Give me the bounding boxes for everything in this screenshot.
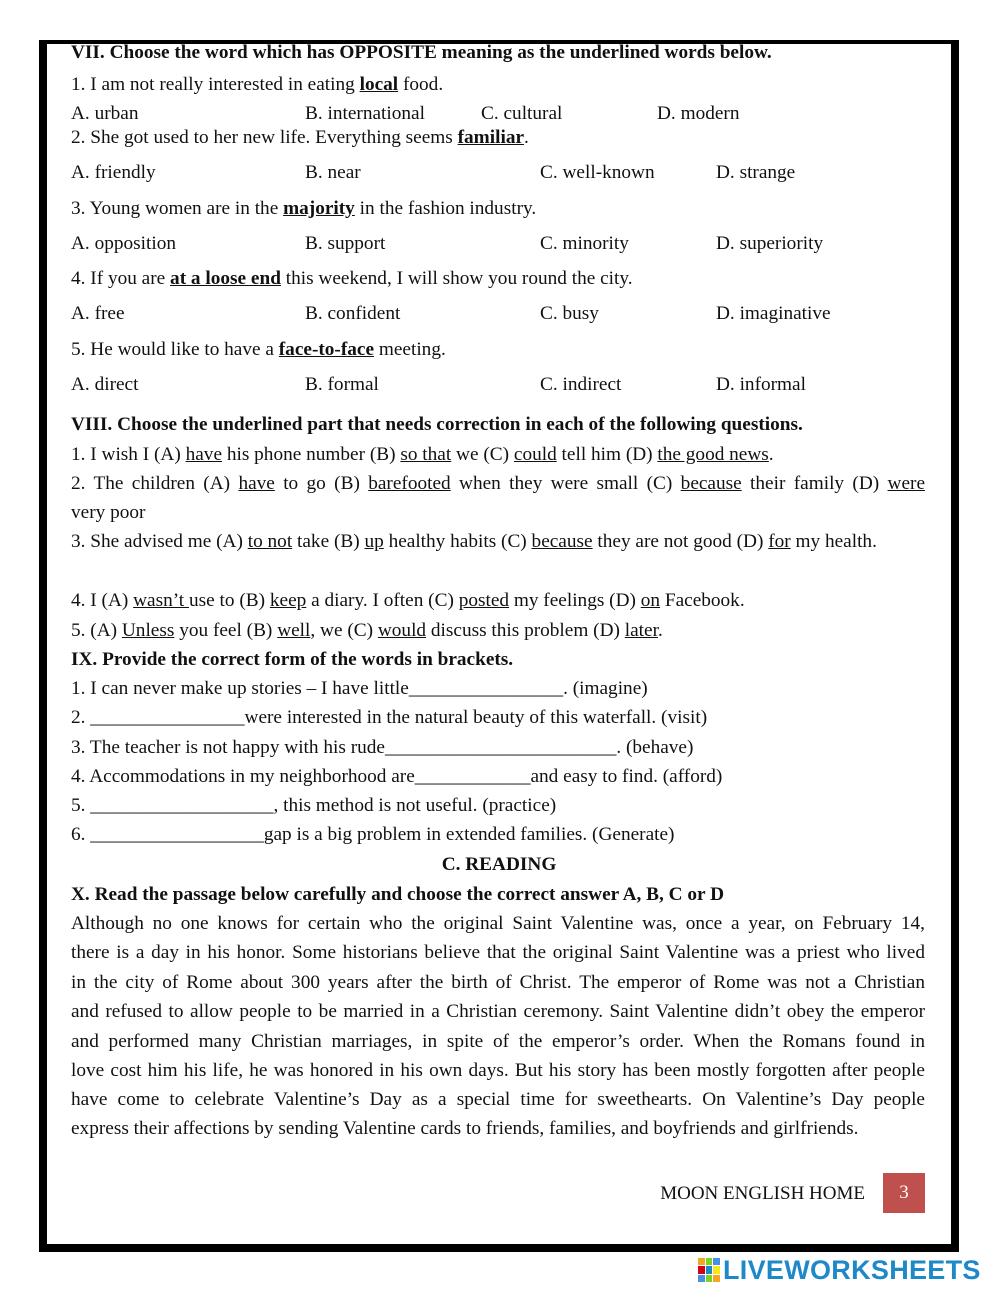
page-number-badge: 3 (883, 1173, 925, 1213)
passage-line-1: Although no one knows for certain who the original Saint Valentine was, once a year, on February 14, (71, 913, 925, 934)
s8-question-5: 5. (A) Unless you feel (B) well, we (C) would discuss this problem (D) later. (71, 620, 663, 641)
s7-question-2: 2. She got used to her new life. Everything seems familiar. (71, 127, 529, 148)
s7-question-4: 4. If you are at a loose end this weekend, I will show you round the city. (71, 268, 633, 289)
passage-line-8: express their affections by sending Valentine cards to friends, families, and boyfriends and girlfriends. (71, 1118, 859, 1139)
s7-q1-option-d: D. modern (657, 103, 740, 124)
s7-q2-option-b: B. near (305, 162, 361, 183)
s7-q3-option-d: D. superiority (716, 233, 824, 254)
passage-line-7: have come to celebrate Valentine’s Day as a special time for sweethearts. On Valentine’s Day people (71, 1089, 925, 1110)
passage-line-2: there is a day in his honor. Some historians believe that the original Saint Valentine was a priest who lived (71, 942, 925, 963)
s7-q2-option-d: D. strange (716, 162, 796, 183)
s9-item-4: 4. Accommodations in my neighborhood are____________and easy to find. (afford) (71, 766, 723, 787)
s8-question-1: 1. I wish I (A) have his phone number (B) so that we (C) could tell him (D) the good news. (71, 444, 774, 465)
liveworksheets-logo (698, 1256, 981, 1284)
s7-q5-option-d: D. informal (716, 374, 806, 395)
s7-q1-option-b: B. international (305, 103, 425, 124)
s7-q2-option-a: A. friendly (71, 162, 156, 183)
s7-q1-option-c: C. cultural (481, 103, 563, 124)
passage-line-3: in the city of Rome about 300 years after the birth of Christ. The emperor of Rome was not a Christian (71, 972, 925, 993)
s7-q4-option-d: D. imaginative (716, 303, 831, 324)
s8-question-2: 2. The children (A) have to go (B) barefooted when they were small (C) because their family (D) were (71, 473, 926, 494)
s7-q4-option-b: B. confident (305, 303, 401, 324)
section-8-heading: VIII. Choose the underlined part that needs correction in each of the following questions. (71, 414, 803, 435)
s7-q4-option-a: A. free (71, 303, 125, 324)
s7-question-1: 1. I am not really interested in eating local food. (71, 74, 444, 95)
liveworksheets-wordmark: LIVEWORKSHEETS (723, 1255, 981, 1285)
section-10-heading: X. Read the passage below carefully and choose the correct answer A, B, C or D (71, 884, 725, 905)
s7-q4-option-c: C. busy (540, 303, 599, 324)
s8-question-2-continued: very poor (71, 502, 146, 523)
s7-q2-option-c: C. well-known (540, 162, 655, 183)
s9-item-6: 6. __________________gap is a big problem in extended families. (Generate) (71, 824, 675, 845)
reading-title: C. READING (441, 854, 557, 875)
liveworksheets-grid-icon (698, 1258, 720, 1282)
s9-item-3: 3. The teacher is not happy with his rude________________________. (behave) (71, 737, 694, 758)
s7-question-5: 5. He would like to have a face-to-face meeting. (71, 339, 446, 360)
s7-q3-option-b: B. support (305, 233, 386, 254)
s9-item-1: 1. I can never make up stories – I have little________________. (imagine) (71, 678, 648, 699)
passage-line-4: and refused to allow people to be married in a Christian ceremony. Saint Valentine didn’t obey the emperor (71, 1001, 925, 1022)
s7-q3-option-c: C. minority (540, 233, 629, 254)
s7-q1-option-a: A. urban (71, 103, 139, 124)
s8-question-3: 3. She advised me (A) to not take (B) up healthy habits (C) because they are not good (D) for my health. (71, 531, 877, 552)
s7-question-3: 3. Young women are in the majority in the fashion industry. (71, 198, 537, 219)
passage-line-5: and performed many Christian marriages, in spite of the emperor’s order. When the Romans found in (71, 1031, 925, 1052)
passage-line-6: love cost him his life, he was honored in his own days. But his story has been mostly forgotten after people (71, 1060, 925, 1081)
s7-q5-option-c: C. indirect (540, 374, 622, 395)
footer-brand: MOON ENGLISH HOME (660, 1183, 865, 1204)
s9-item-5: 5. ___________________, this method is not useful. (practice) (71, 795, 557, 816)
s8-question-4: 4. I (A) wasn’t use to (B) keep a diary. I often (C) posted my feelings (D) on Facebook. (71, 590, 745, 611)
s7-q5-option-b: B. formal (305, 374, 379, 395)
section-7-heading: VII. Choose the word which has OPPOSITE meaning as the underlined words below. (71, 42, 772, 63)
s7-q5-option-a: A. direct (71, 374, 139, 395)
worksheet-page (39, 40, 959, 1252)
s9-item-2: 2. ________________were interested in the natural beauty of this waterfall. (visit) (71, 707, 708, 728)
s7-q3-option-a: A. opposition (71, 233, 176, 254)
section-9-heading: IX. Provide the correct form of the words in brackets. (71, 649, 514, 670)
